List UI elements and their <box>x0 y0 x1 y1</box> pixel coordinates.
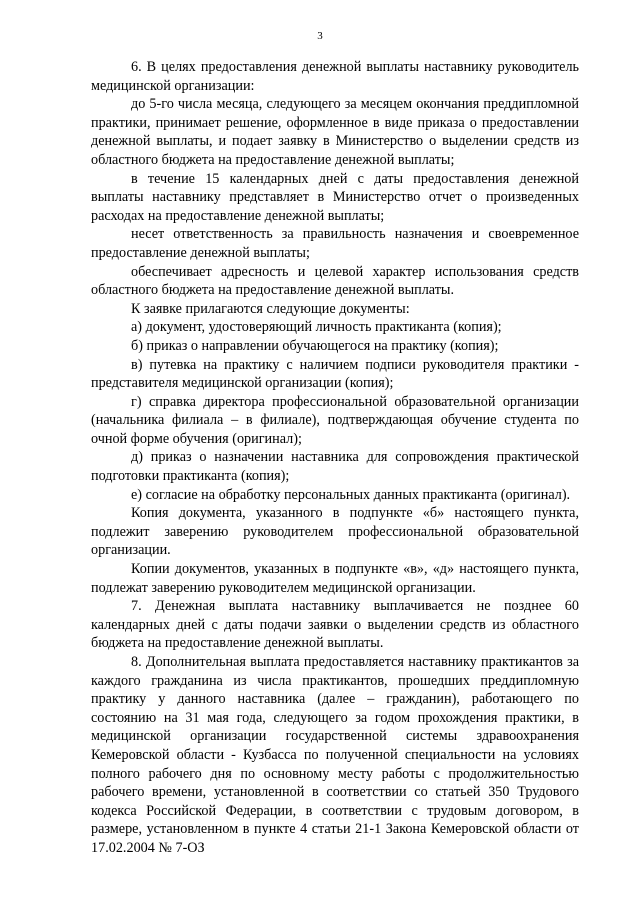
attachment-d: д) приказ о назначении наставника для сопровождения практической подготовки практиканта (копия); <box>91 449 579 485</box>
attachment-v: в) путевка на практику с наличием подписи руководителя практики - представителя медицинской организации (копия); <box>91 356 579 392</box>
paragraph-8: 8. Дополнительная выплата предоставляется наставнику практикантов за каждого гражданина из числа практикантов, прошедших преддипломную практику у данного наставника (далее – гражданин), работающего по состоянию на 31 мая года, следующего за годом прохождения практики, в медицинской организации государственной системы здравоохранения Кемеровской области - Кузбасса по полученной специальности на условиях полного рабочего дня по основному месту работы с продолжительностью рабочего времени, установленной в соответствии со статьей 350 Трудового кодекса Российской Федерации, в соответствии с трудовым договором, в размере, установленном в пункте 4 статьи 21-1 Закона Кемеровской области от 17.02.2004 № 7-ОЗ <box>91 654 579 856</box>
paragraph-7: 7. Денежная выплата наставнику выплачивается не позднее 60 календарных дней с даты подачи заявки о выделении средств из областного бюджета на предоставление денежной выплаты. <box>91 598 579 652</box>
paragraph-attachments-intro: К заявке прилагаются следующие документы: <box>131 300 410 317</box>
attachment-e: е) согласие на обработку персональных данных практиканта (оригинал). <box>131 486 571 503</box>
page-number: 3 <box>317 30 323 42</box>
attachment-b: б) приказ о направлении обучающегося на практику (копия); <box>131 337 499 354</box>
document-body <box>91 58 579 858</box>
certification-note-v-d: Копии документов, указанных в подпункте «в», «д» настоящего пункта, подлежат заверению руководителем медицинской организации. <box>91 561 579 596</box>
paragraph-6-intro: 6. В целях предоставления денежной выплаты наставнику руководитель медицинской организации: <box>91 59 579 94</box>
paragraph-6-item-targeting: обеспечивает адресность и целевой характер использования средств областного бюджета на предоставление денежной выплаты. <box>91 263 579 299</box>
certification-note-b: Копия документа, указанного в подпункте «б» настоящего пункта, подлежит заверению руководителем профессиональной образовательной организации. <box>91 505 579 559</box>
attachment-g: г) справка директора профессиональной образовательной организации (начальника филиала – в филиале), подтверждающая обучение студента по очной форме обучения (оригинал); <box>91 393 579 447</box>
paragraph-6-item-responsibility: несет ответственность за правильность назначения и своевременное предоставление денежной выплаты; <box>91 226 579 261</box>
attachment-a: а) документ, удостоверяющий личность практиканта (копия); <box>131 319 502 336</box>
paragraph-6-item-application: до 5-го числа месяца, следующего за месяцем окончания преддипломной практики, принимает решение, оформленное в виде приказа о предоставлении денежной выплаты, и подает заявку в Министерство о выделении средств из областного бюджета на предоставление денежной выплаты; <box>91 96 579 168</box>
paragraph-6-item-report: в течение 15 календарных дней с даты предоставления денежной выплаты наставнику представляет в Министерство отчет о произведенных расходах на предоставление денежной выплаты; <box>91 170 579 224</box>
